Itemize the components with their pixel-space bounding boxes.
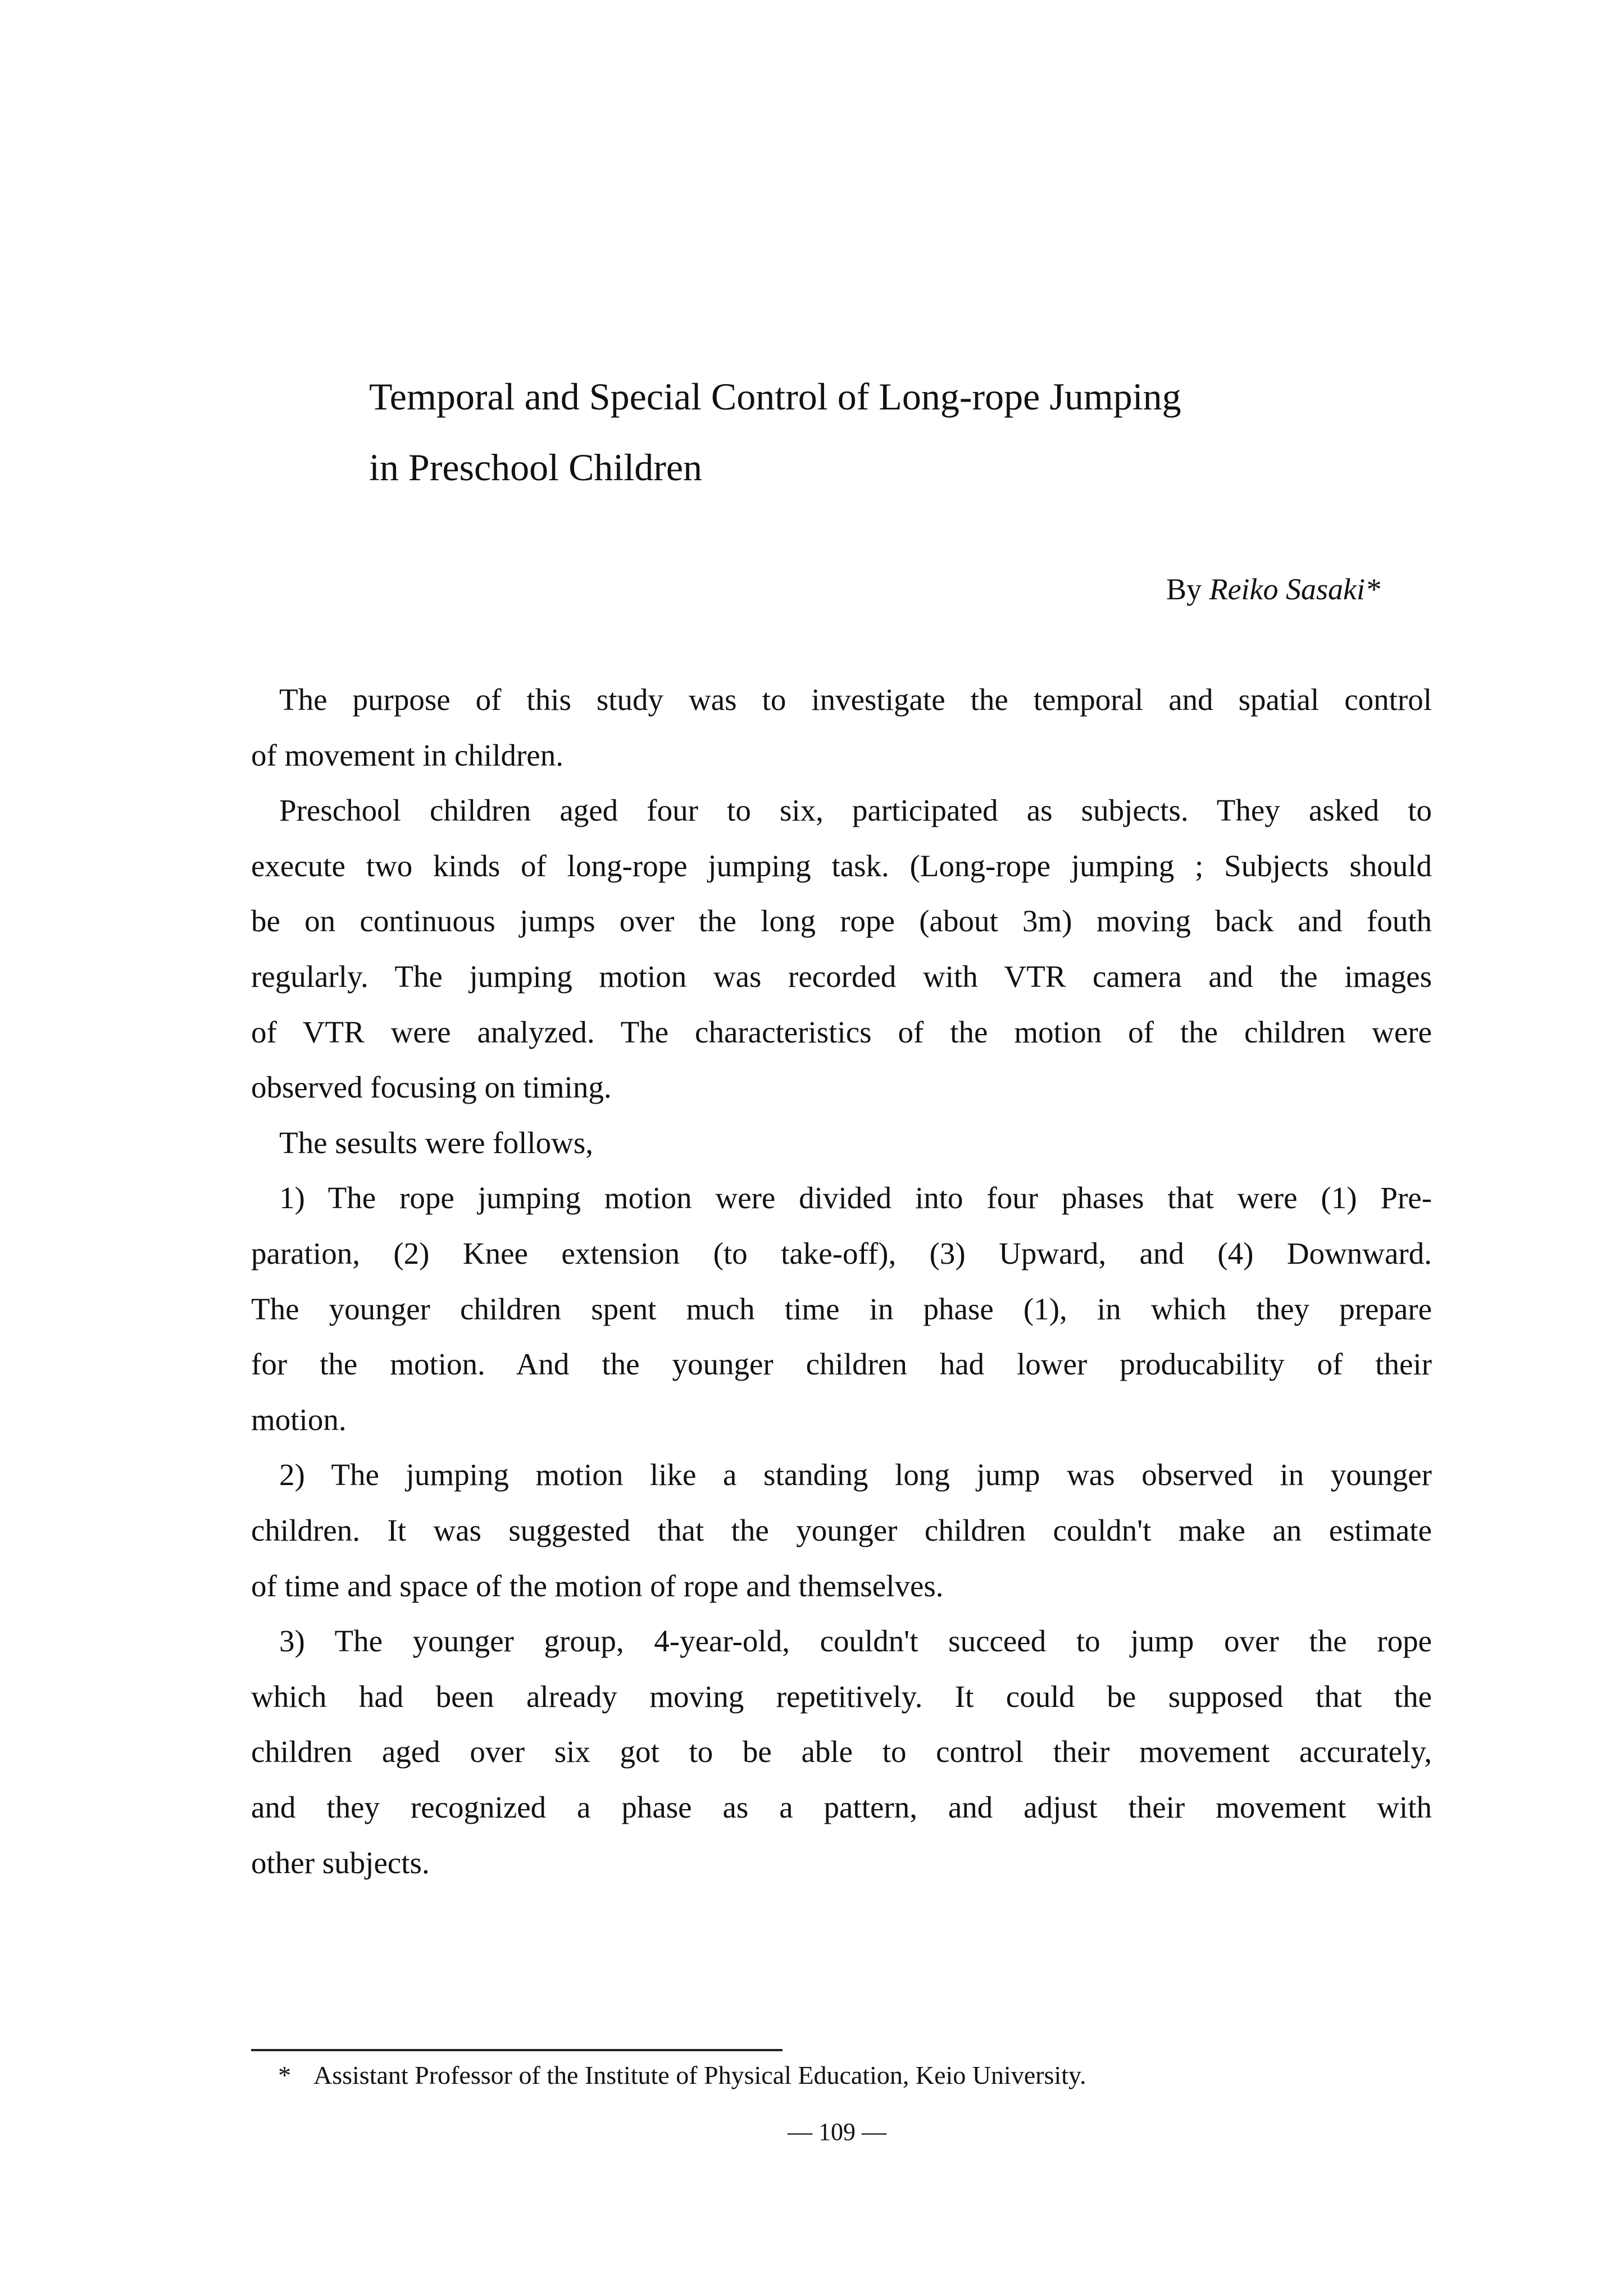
body-text-line: The younger children spent much time in phase (1), in which they prepare: [251, 1291, 1432, 1326]
body-text-line: children aged over six got to be able to control their movement accurately,: [251, 1734, 1432, 1769]
body-text-line: and they recognized a phase as a pattern, and adjust their movement with: [251, 1790, 1432, 1824]
author-name: Reiko Sasaki*: [1209, 572, 1380, 606]
body-text-line: of time and space of the motion of rope and themselves.: [251, 1568, 944, 1603]
byline: [1166, 572, 1380, 607]
body-text-line: which had been already moving repetitively. It could be supposed that the: [251, 1679, 1432, 1714]
body-text-line: execute two kinds of long-rope jumping task. (Long-rope jumping ; Subjects should: [251, 848, 1432, 883]
body-text-line: The sesults were follows,: [279, 1125, 594, 1160]
body-text-line: of movement in children.: [251, 737, 563, 772]
body-text-line: 1) The rope jumping motion were divided into four phases that were (1) Pre-: [279, 1181, 1432, 1215]
title-line-2: in Preschool Children: [369, 446, 703, 489]
title-line-1: Temporal and Special Control of Long-rope Jumping: [369, 375, 1181, 418]
body-text-line: of VTR were analyzed. The characteristics of the motion of the children were: [251, 1014, 1432, 1049]
body-text-line: The purpose of this study was to investigate the temporal and spatial control: [279, 682, 1432, 717]
body-text-line: observed focusing on timing.: [251, 1070, 612, 1105]
body-text-line: regularly. The jumping motion was recorded with VTR camera and the images: [251, 959, 1432, 994]
body-text-line: paration, (2) Knee extension (to take-off), (3) Upward, and (4) Downward.: [251, 1236, 1432, 1270]
footnote: [278, 2060, 1109, 2090]
body-text-line: for the motion. And the younger children had lower producability of their: [251, 1347, 1432, 1382]
body-text-line: 3) The younger group, 4-year-old, couldn't succeed to jump over the rope: [279, 1624, 1432, 1659]
body-text-line: motion.: [251, 1402, 347, 1437]
body-text-line: be on continuous jumps over the long rope (about 3m) moving back and fouth: [251, 904, 1432, 939]
body-text-line: children. It was suggested that the younger children couldn't make an estimate: [251, 1513, 1432, 1547]
page-number: — 109 —: [788, 2118, 886, 2146]
body-text-line: other subjects.: [251, 1845, 430, 1880]
footnote-marker: *: [278, 2061, 291, 2089]
footnote-text: Assistant Professor of the Institute of Physical Education, Keio University.: [313, 2061, 1086, 2089]
footnote-rule: [251, 2049, 783, 2051]
body-text-line: 2) The jumping motion like a standing long jump was observed in younger: [279, 1458, 1432, 1492]
byline-prefix: By: [1166, 572, 1202, 606]
body-text-line: Preschool children aged four to six, participated as subjects. They asked to: [279, 793, 1432, 828]
